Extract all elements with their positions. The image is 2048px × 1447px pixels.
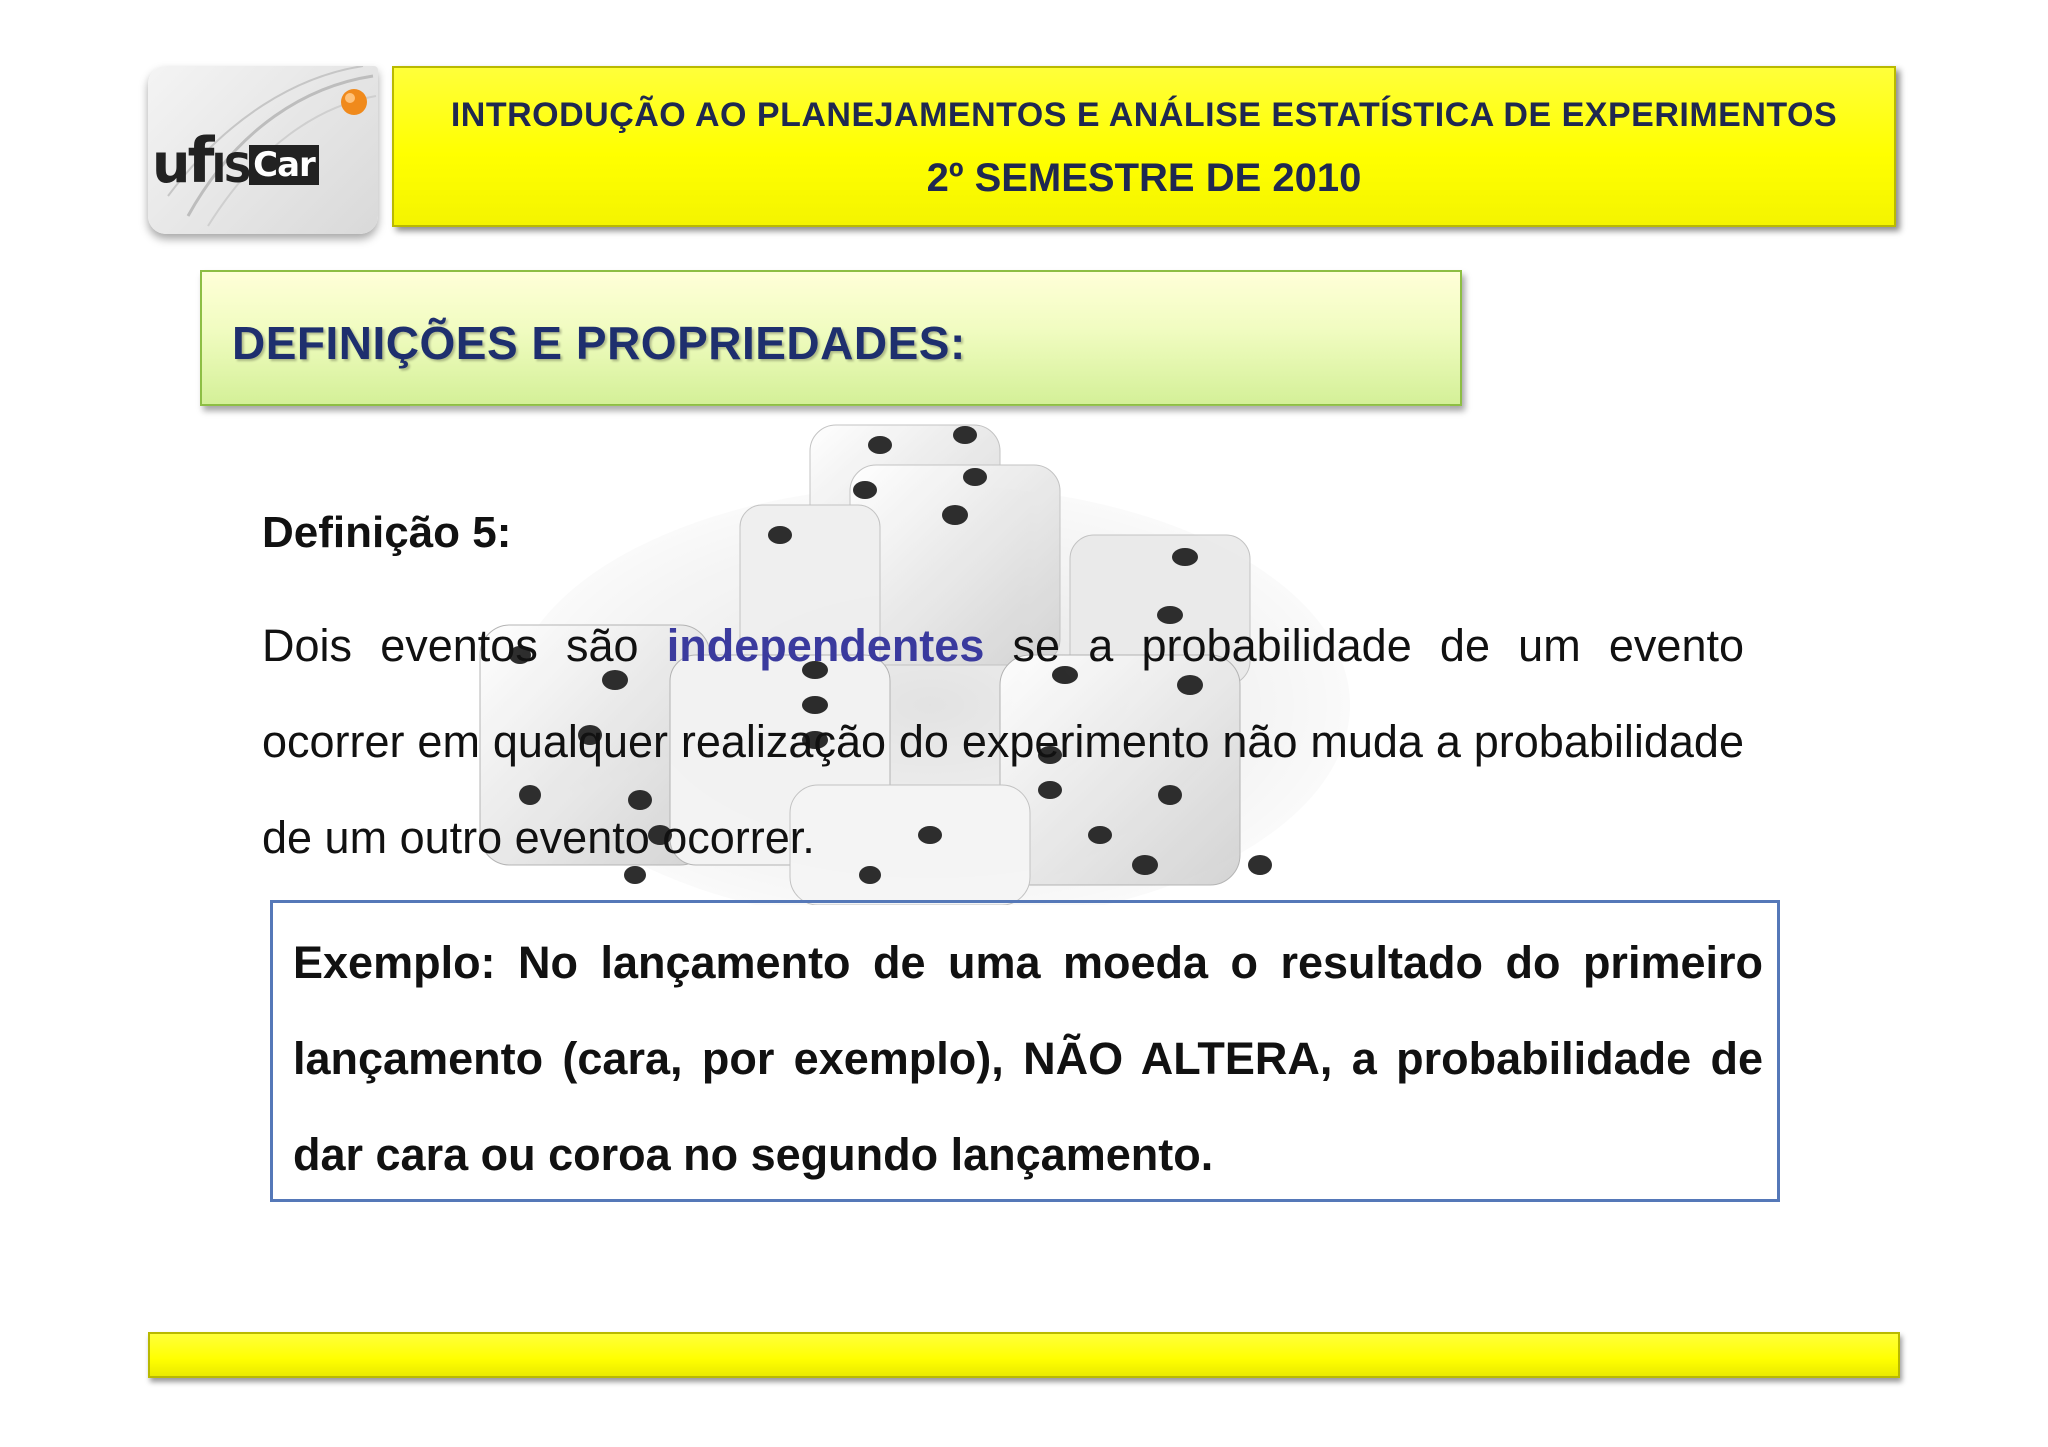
definition-text-after: se a probabilidade de um evento ocorrer em qualquer realização do experimento não muda a probabilidade de um outro evento ocorrer. [262, 620, 1745, 863]
section-title: DEFINIÇÕES E PROPRIEDADES: [232, 317, 966, 369]
definition-highlight: independentes [666, 620, 985, 671]
definition-text-before: Dois eventos são [262, 620, 667, 671]
logo-text: ufIS Car [148, 124, 378, 197]
example-text: Exemplo: No lançamento de uma moeda o resultado do primeiro lançamento (cara, por exemplo), NÃO ALTERA, a probabilidade de dar cara ou coroa no segundo lançamento. [293, 937, 1763, 1180]
header-title-line1: INTRODUÇÃO AO PLANEJAMENTOS E ANÁLISE ESTATÍSTICA DE EXPERIMENTOS [450, 96, 1838, 134]
footer-bar [148, 1332, 1900, 1378]
header-banner [392, 66, 1896, 227]
ufscar-logo [148, 66, 378, 234]
section-heading-box [200, 270, 1462, 406]
definition-text [262, 598, 1744, 886]
example-box [270, 900, 1780, 1202]
definition-label: Definição 5: [262, 508, 512, 557]
header-title-line2: 2º SEMESTRE DE 2010 [926, 156, 1362, 200]
